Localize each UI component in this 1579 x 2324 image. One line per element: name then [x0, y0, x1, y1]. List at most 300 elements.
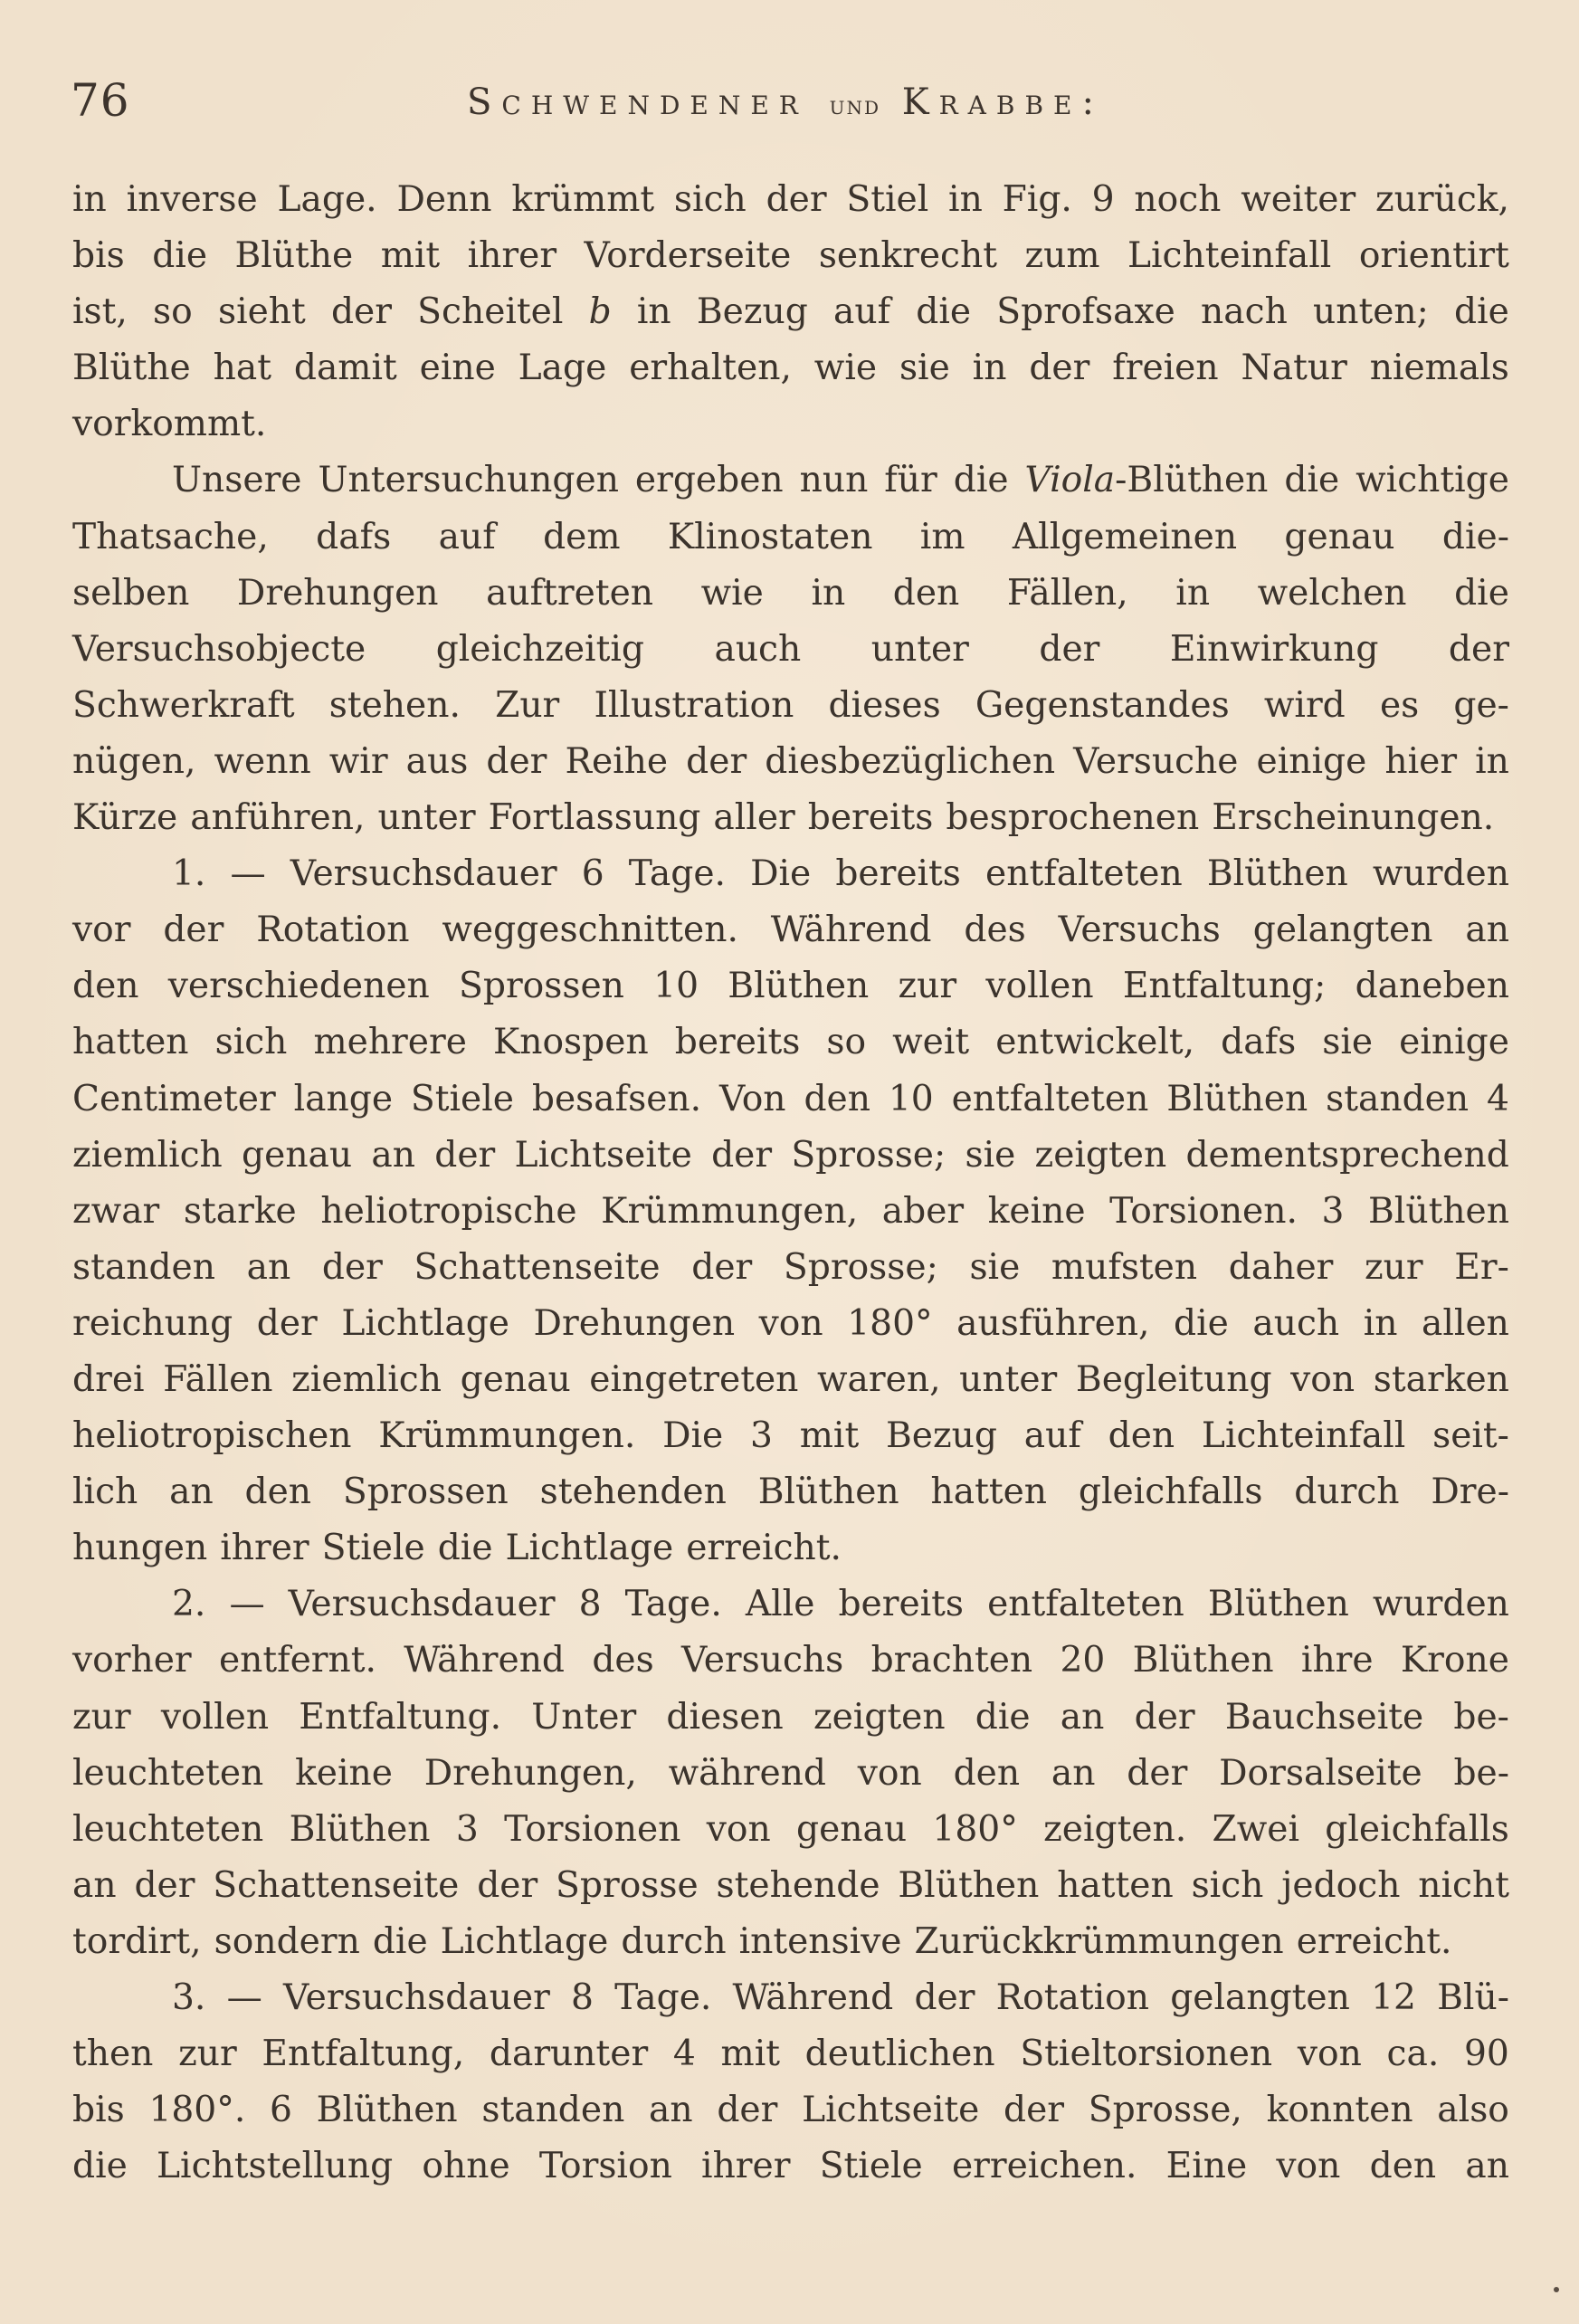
word: also	[1437, 2090, 1509, 2131]
word: der	[691, 1246, 753, 1288]
word: Drehungen	[533, 1302, 736, 1344]
word: sondern	[214, 1920, 360, 1962]
word: an	[1465, 910, 1509, 951]
word: Fortlassung	[488, 797, 701, 839]
word: Stiele	[410, 1078, 514, 1119]
word: stehen.	[328, 684, 461, 726]
word: be-	[1453, 1752, 1509, 1794]
word: Rotation	[995, 1977, 1149, 2018]
word: Eine	[1165, 2146, 1248, 2187]
word: auf	[1023, 1415, 1081, 1457]
word: Schattenseite	[414, 1246, 661, 1288]
word: ziemlich	[72, 1134, 223, 1176]
text-line	[72, 1633, 1509, 1689]
word: —	[230, 853, 266, 895]
word: sie	[1322, 1022, 1374, 1063]
word: Blüthen	[1132, 1640, 1274, 1681]
word: in	[1175, 572, 1211, 614]
word: keine	[295, 1752, 393, 1794]
word: 1.	[172, 853, 206, 895]
word: bis	[72, 235, 125, 277]
word: keine	[987, 1190, 1086, 1232]
word: allen	[1422, 1302, 1509, 1344]
text-line	[72, 340, 1509, 396]
text-line	[72, 1240, 1509, 1296]
word: Die	[662, 1415, 724, 1457]
word: Sprosse,	[1088, 2090, 1242, 2131]
text-line	[72, 1746, 1509, 1802]
word: gleichfalls	[1078, 1472, 1263, 1513]
word: 180°.	[148, 2090, 246, 2131]
word: genau	[460, 1358, 571, 1400]
word: sie	[965, 1134, 1016, 1176]
word: Fällen,	[1006, 572, 1128, 614]
word: sich	[673, 179, 747, 220]
word: Gegenstandes	[975, 684, 1230, 726]
word: Lichtseite	[802, 2090, 980, 2131]
word: zum	[1024, 235, 1100, 277]
word: Versuchsdauer	[282, 1977, 550, 2018]
word: der	[711, 1134, 773, 1176]
text-line	[72, 1072, 1509, 1128]
word: zur	[178, 2034, 237, 2075]
word: daneben	[1355, 966, 1509, 1007]
word: standen	[481, 2090, 625, 2131]
word: welchen	[1257, 572, 1407, 614]
word: Versuchsobjecte	[72, 628, 366, 670]
text-line	[72, 790, 1509, 846]
word: sieht	[217, 291, 306, 333]
word: 12	[1371, 1977, 1416, 2018]
word: durch	[621, 1920, 727, 1962]
word: entfalteten	[987, 1584, 1184, 1625]
word: starke	[183, 1190, 297, 1232]
word: Blüthen	[289, 1808, 431, 1850]
word: die	[372, 1920, 428, 1962]
word: noch	[1134, 179, 1222, 220]
word: Stiele	[321, 1528, 425, 1569]
word: ihrer	[467, 235, 557, 277]
text-line	[72, 284, 1509, 340]
word: Versuchsdauer	[288, 1584, 556, 1625]
word: weiter	[1241, 179, 1356, 220]
word: niemals	[1369, 348, 1509, 389]
word: 180°	[847, 1302, 933, 1344]
word: vollen	[985, 966, 1094, 1007]
word: bereits	[835, 853, 961, 895]
word: sie	[899, 348, 950, 389]
word: wurden	[1372, 853, 1509, 895]
word: Fällen	[163, 1358, 273, 1400]
word: entwickelt,	[995, 1022, 1195, 1063]
word: Tage.	[628, 853, 726, 895]
word: zeigten.	[1043, 1808, 1187, 1850]
word: den	[1108, 1415, 1175, 1457]
word: damit	[293, 348, 397, 389]
word: Lage.	[277, 179, 377, 220]
word: ihrer	[701, 2146, 791, 2187]
word: die	[953, 460, 1009, 501]
word: 180°	[932, 1808, 1018, 1850]
word: Dre-	[1431, 1472, 1509, 1513]
text-line	[72, 678, 1509, 734]
word: von	[857, 1752, 922, 1794]
text-line	[72, 1858, 1509, 1914]
word: hatten	[72, 1022, 189, 1063]
word: der	[1448, 628, 1509, 670]
word: Unter	[531, 1696, 637, 1738]
word: ist,	[72, 291, 128, 333]
word: Lichtlage	[440, 1920, 609, 1962]
word: Blüthen	[898, 1864, 1040, 1906]
word: leuchteten	[72, 1752, 264, 1794]
word: der	[1004, 2090, 1065, 2131]
word: Blüthe	[234, 235, 354, 277]
word: der	[330, 291, 392, 333]
text-line	[72, 1128, 1509, 1184]
word: Er-	[1454, 1246, 1509, 1288]
word: heliotropischen	[72, 1415, 352, 1457]
word: die	[1174, 1302, 1229, 1344]
word: eingetreten	[589, 1358, 799, 1400]
word: Blüthen	[316, 2090, 458, 2131]
word: die	[1454, 291, 1509, 333]
word: b	[588, 291, 612, 333]
word: Blüthen	[728, 966, 870, 1007]
word: die	[437, 1528, 493, 1569]
text-line	[72, 452, 1509, 509]
word: Begleitung	[1075, 1358, 1272, 1400]
word: Blüthe	[72, 348, 191, 389]
word: von	[1276, 2146, 1341, 2187]
word: von	[1297, 2034, 1362, 2075]
word: zur	[72, 1696, 131, 1738]
word: darunter	[489, 2034, 649, 2075]
word: vollen	[160, 1696, 270, 1738]
text-line	[72, 1464, 1509, 1520]
word: gleichfalls	[1325, 1808, 1509, 1850]
word: standen	[72, 1246, 215, 1288]
body-text	[72, 172, 1509, 2195]
word: Alle	[745, 1584, 815, 1625]
word: be-	[1453, 1696, 1509, 1738]
word: der	[914, 1977, 975, 2018]
word: Vorderseite	[584, 235, 792, 277]
word: in	[948, 179, 983, 220]
word: wurden	[1372, 1584, 1509, 1625]
word: den	[892, 572, 960, 614]
word: then	[72, 2034, 154, 2075]
word: der	[321, 1246, 383, 1288]
word: Lichteinfall	[1201, 1415, 1406, 1457]
word: der	[717, 2090, 778, 2131]
text-line	[72, 734, 1509, 790]
word: Während	[732, 1977, 894, 2018]
word: Fig.	[1002, 179, 1072, 220]
word: Sprosse;	[783, 1246, 938, 1288]
word: von	[706, 1808, 771, 1850]
word: Lichtlage	[341, 1302, 509, 1344]
word: entfalteten	[951, 1078, 1149, 1119]
word: erreichen.	[951, 2146, 1137, 2187]
word: heliotropische	[320, 1190, 577, 1232]
word: konnten	[1266, 2090, 1413, 2131]
text-line	[72, 846, 1509, 902]
word: Centimeter	[72, 1078, 276, 1119]
word: an	[169, 1472, 214, 1513]
word: Blüthen	[1207, 1584, 1349, 1625]
word: 20	[1060, 1640, 1106, 1681]
word: unter	[377, 797, 476, 839]
word: Versuchs	[681, 1640, 844, 1681]
word: Klinostaten	[667, 516, 873, 557]
word: der	[434, 1134, 496, 1176]
word: tordirt,	[72, 1920, 202, 1962]
word: genau	[1284, 516, 1395, 557]
word: Drehungen,	[423, 1752, 637, 1794]
word: besafsen.	[531, 1078, 702, 1119]
word: selben	[72, 572, 190, 614]
word: in	[1475, 740, 1509, 782]
word: Während	[770, 910, 932, 951]
word: unter	[870, 628, 969, 670]
word: Versuchsdauer	[290, 853, 557, 895]
word: auftreten	[486, 572, 654, 614]
word: Zwei	[1212, 1808, 1299, 1850]
word: Thatsache,	[72, 516, 269, 557]
word: diesbezüglichen	[765, 740, 1056, 782]
text-line	[72, 1914, 1509, 1970]
text-line	[72, 510, 1509, 566]
word: einige	[1256, 740, 1367, 782]
word: Blüthen	[757, 1472, 899, 1513]
word: der	[486, 740, 547, 782]
word: ergeben	[634, 460, 784, 501]
word: ausführen,	[956, 1302, 1150, 1344]
word: Lichtseite	[514, 1134, 692, 1176]
word: weit	[892, 1022, 970, 1063]
word: Stiele	[819, 2146, 923, 2187]
word: —	[229, 1584, 265, 1625]
word: Lichteinfall	[1127, 235, 1332, 277]
running-head-author-2: Krabbe:	[901, 81, 1104, 123]
word: Sprofsaxe	[996, 291, 1175, 333]
word: waren,	[817, 1358, 941, 1400]
word: Denn	[396, 179, 492, 220]
word: dementsprechend	[1185, 1134, 1509, 1176]
word: Blüthen	[1206, 853, 1348, 895]
text-line	[72, 1014, 1509, 1071]
word: des	[592, 1640, 654, 1681]
word: Die	[750, 853, 812, 895]
word: der	[766, 179, 827, 220]
word: 3	[750, 1415, 773, 1457]
text-line	[72, 2082, 1509, 2138]
word: reichung	[72, 1302, 233, 1344]
word: Krümmungen,	[601, 1190, 859, 1232]
word: zurück,	[1374, 179, 1509, 220]
word: 4	[1486, 1078, 1509, 1119]
word: Stiel	[846, 179, 929, 220]
word: bereits	[674, 1022, 801, 1063]
text-line	[72, 228, 1509, 284]
word: standen	[1326, 1078, 1470, 1119]
word: wie	[813, 348, 878, 389]
word: hungen	[72, 1528, 208, 1569]
text-line	[72, 1520, 1509, 1576]
word: von	[1290, 1358, 1355, 1400]
word: die	[72, 2146, 128, 2187]
word: zeigten	[1034, 1134, 1167, 1176]
word: nügen,	[72, 740, 196, 782]
word: diesen	[666, 1696, 784, 1738]
word: ca.	[1386, 2034, 1440, 2075]
text-line	[72, 622, 1509, 678]
word: hatten	[930, 1472, 1048, 1513]
text-line	[72, 2138, 1509, 2195]
word: der	[1127, 1752, 1188, 1794]
word: Lichtstellung	[157, 2146, 394, 2187]
word: der	[686, 740, 747, 782]
word: erhalten,	[629, 348, 792, 389]
word: Zurückkrümmungen	[914, 1920, 1284, 1962]
word: Blü-	[1437, 1977, 1509, 2018]
word: vorkommt.	[72, 404, 267, 445]
word: dafs	[316, 516, 392, 557]
word: genau	[242, 1134, 353, 1176]
word: Untersuchungen	[318, 460, 619, 501]
word: 3.	[172, 1977, 206, 2018]
word: einige	[1399, 1022, 1509, 1063]
word: Kürze	[72, 797, 178, 839]
text-line	[72, 1408, 1509, 1464]
word: Von	[719, 1078, 786, 1119]
word: wir	[328, 740, 388, 782]
word: inverse	[126, 179, 258, 220]
running-head-author-1: Schwendener	[467, 81, 808, 123]
word: bereits	[807, 797, 934, 839]
word: auf	[833, 291, 891, 333]
word: ihre	[1300, 1640, 1374, 1681]
word: auch	[1252, 1302, 1340, 1344]
word: die	[916, 291, 972, 333]
word: die-	[1441, 516, 1509, 557]
word: 6	[270, 2090, 292, 2131]
word: besprochenen	[946, 797, 1200, 839]
word: Tage.	[624, 1584, 722, 1625]
word: im	[919, 516, 965, 557]
word: Sprosse;	[791, 1134, 946, 1176]
word: Schattenseite	[213, 1864, 460, 1906]
word: 10	[653, 966, 699, 1007]
word: zwar	[72, 1190, 160, 1232]
word: mehrere	[313, 1022, 467, 1063]
word: so	[153, 291, 193, 333]
word: in	[1363, 1302, 1398, 1344]
word: durch	[1294, 1472, 1400, 1513]
word: 10	[888, 1078, 934, 1119]
word: lich	[72, 1472, 138, 1513]
word: nach	[1201, 291, 1288, 333]
word: Blüthen	[1166, 1078, 1308, 1119]
word: Während	[404, 1640, 566, 1681]
word: zeigten	[813, 1696, 946, 1738]
word: Einwirkung	[1169, 628, 1379, 670]
word: erreicht.	[686, 1528, 842, 1569]
word: Lage	[518, 348, 607, 389]
word: in	[72, 179, 107, 220]
word: weggeschnitten.	[442, 910, 738, 951]
word: Sprosse	[556, 1864, 699, 1906]
word: in	[972, 348, 1007, 389]
word: nicht	[1418, 1864, 1509, 1906]
word: 6	[581, 853, 604, 895]
word: unter	[959, 1358, 1058, 1400]
word: der	[134, 1864, 195, 1906]
word: von	[758, 1302, 823, 1344]
word: auch	[714, 628, 802, 670]
word: genau	[796, 1808, 908, 1850]
word: sie	[969, 1246, 1021, 1288]
word: Schwerkraft	[72, 684, 295, 726]
word: Bauchseite	[1224, 1696, 1424, 1738]
word: aller	[713, 797, 795, 839]
page-number: 76	[71, 74, 130, 127]
word: in	[811, 572, 846, 614]
word: der	[256, 1302, 318, 1344]
word: vorher	[72, 1640, 192, 1681]
word: stehenden	[539, 1472, 727, 1513]
text-line	[72, 1802, 1509, 1858]
word: Natur	[1241, 348, 1347, 389]
word: zur	[898, 966, 957, 1007]
text-line	[72, 1352, 1509, 1408]
word: Lichtlage	[505, 1528, 674, 1569]
text-line	[72, 1184, 1509, 1240]
word: nun	[799, 460, 869, 501]
word: Drehungen	[236, 572, 439, 614]
word: starken	[1373, 1358, 1509, 1400]
word: mufsten	[1051, 1246, 1198, 1288]
word: an	[1051, 1752, 1096, 1794]
word: die	[1454, 572, 1509, 614]
word: anführen,	[190, 797, 366, 839]
word: sich	[1191, 1864, 1264, 1906]
word: den	[244, 1472, 312, 1513]
word: leuchteten	[72, 1808, 264, 1850]
word: an	[1060, 1696, 1105, 1738]
text-line	[72, 172, 1509, 228]
word: Versuche	[1073, 740, 1239, 782]
word: ihrer	[220, 1528, 309, 1569]
word: den	[1369, 2146, 1437, 2187]
word: der	[163, 910, 224, 951]
word: der	[1029, 348, 1090, 389]
word: stehende	[716, 1864, 880, 1906]
word: zur	[1365, 1246, 1423, 1288]
word: entfernt.	[218, 1640, 376, 1681]
word: wie	[700, 572, 764, 614]
text-line	[72, 958, 1509, 1014]
word: lange	[293, 1078, 394, 1119]
word: wenn	[214, 740, 311, 782]
word: bis	[72, 2090, 125, 2131]
word: Entfaltung;	[1122, 966, 1327, 1007]
word: jedoch	[1281, 1864, 1401, 1906]
word: verschiedenen	[167, 966, 430, 1007]
word: aus	[405, 740, 469, 782]
word: Zur	[495, 684, 560, 726]
